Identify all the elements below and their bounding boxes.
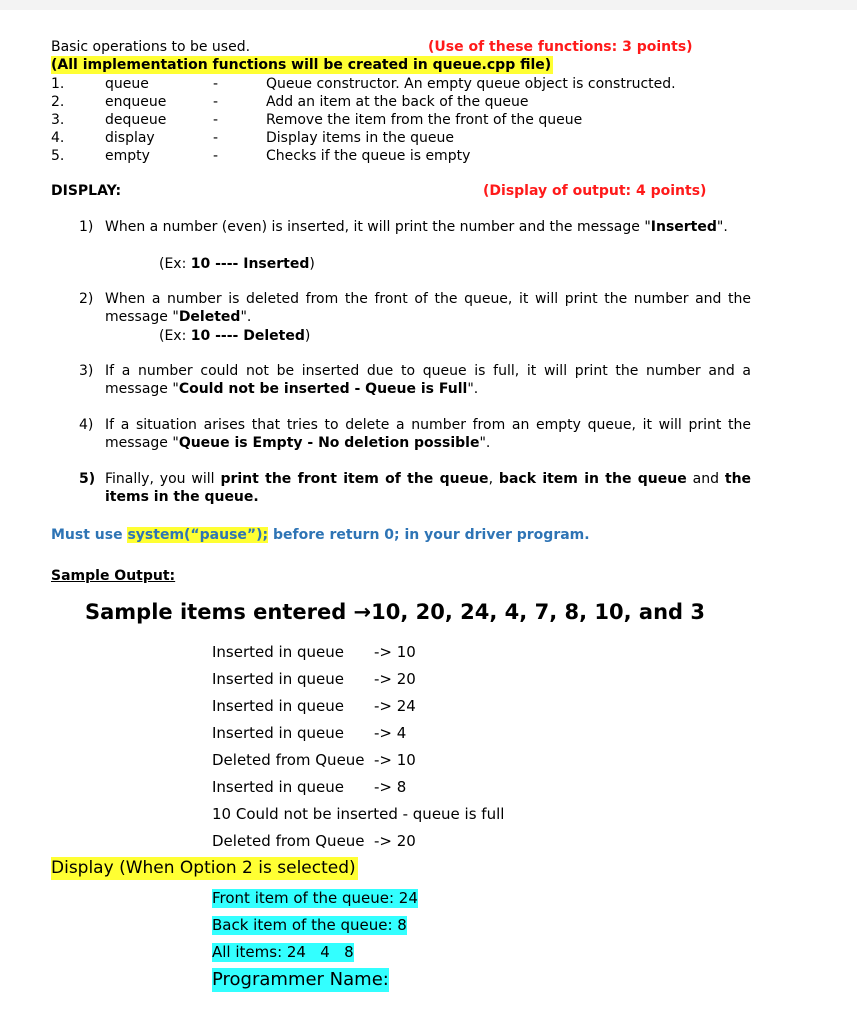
item-text [105,290,751,326]
op-description: Remove the item from the front of the queue [266,112,583,128]
item-text-bold: back item in the queue [498,471,687,487]
operation-row [51,111,731,129]
sample-label: 10 Could not be inserted - queue is full [212,805,505,823]
sample-line [212,670,416,689]
sample-value: -> 10 [374,751,416,769]
operation-row [51,147,731,165]
example-part: (Ex: [159,256,191,272]
back-item-line: Back item of the queue: 8 [212,916,407,934]
sample-value: -> 24 [374,697,416,715]
sample-line [212,778,406,797]
item-number: 3) [79,363,94,379]
item-text-bold: Could not be inserted - Queue is Full [178,381,468,397]
sample-line [212,643,416,662]
op-name: queue [105,76,149,92]
sample-label: Deleted from Queue [212,832,365,850]
op-dash: - [213,112,219,128]
sample-value: -> 8 [374,778,407,796]
item-text [105,470,751,506]
example-part: ) [309,256,315,272]
sample-line [212,724,406,743]
op-dash: - [213,130,219,146]
op-dash: - [213,148,219,164]
op-description: Queue constructor. An empty queue object is constructed. [266,76,676,92]
impl-note: (All implementation functions will be created in queue.cpp file) [51,57,552,73]
sample-line [212,751,416,770]
op-description: Display items in the queue [266,130,454,146]
sample-output-heading: Sample Output: [51,568,176,584]
item-text-bold: print the front item of the queue [220,471,489,487]
op-name: dequeue [105,112,167,128]
item-example [159,327,310,345]
must-use-prefix: Must use [51,527,128,543]
sample-value: -> 4 [374,724,407,742]
sample-label: Inserted in queue [212,724,344,742]
item-text [105,218,751,236]
sample-line [212,805,504,824]
item-text-part: When a number is deleted from the front of the queue, it will print the number and the message " [105,291,751,325]
basic-ops-points: (Use of these functions: 3 points) [428,39,693,55]
operation-row [51,75,731,93]
item-text-part: If a number could not be inserted due to queue is full, it will print the number and a message " [105,363,751,397]
op-number: 5. [51,148,65,164]
must-use-suffix: before return 0; in your driver program. [268,527,590,543]
display-item [79,416,759,454]
op-name: enqueue [105,94,167,110]
page-top-strip [0,0,857,10]
item-text-bold: Queue is Empty - No deletion possible [178,435,480,451]
sample-label: Inserted in queue [212,697,344,715]
op-name: empty [105,148,150,164]
item-text-part: and [686,471,725,487]
operation-row [51,93,731,111]
item-text [105,362,751,398]
must-use-note [51,526,590,544]
op-name: display [105,130,155,146]
sample-label: Inserted in queue [212,643,344,661]
item-text-part: ". [467,381,479,397]
must-use-code: system(“pause”); [127,527,269,543]
op-dash: - [213,76,219,92]
sample-label: Inserted in queue [212,670,344,688]
item-example [159,255,315,273]
sample-value: -> 20 [374,832,416,850]
item-text-part: ". [716,219,728,235]
display-item [79,470,759,508]
display-heading: DISPLAY: [51,183,122,199]
operation-row [51,129,731,147]
example-part: ) [304,328,311,344]
all-items-line: All items: 24 4 8 [212,943,354,961]
sample-label: Inserted in queue [212,778,344,796]
sample-title: Sample items entered →10, 20, 24, 4, 7, 8, 10, and 3 [85,600,705,624]
sample-value: -> 10 [374,643,416,661]
sample-line [212,832,416,851]
sample-line [212,697,416,716]
item-number: 5) [79,471,96,487]
display-item [79,218,759,274]
op-dash: - [213,94,219,110]
item-text-part: If a situation arises that tries to delete a number from an empty queue, it will print the message " [105,417,751,451]
item-text-bold: Inserted [650,219,717,235]
item-text-part: ". [240,309,252,325]
display-points: (Display of output: 4 points) [483,183,707,199]
item-number: 4) [79,417,94,433]
display-item [79,362,759,400]
example-part: (Ex: [159,328,191,344]
programmer-name-line: Programmer Name: [212,969,389,990]
example-bold: 10 ---- Inserted [190,256,310,272]
item-text [105,416,751,452]
basic-ops-heading: Basic operations to be used. [51,39,251,55]
item-text-part: ". [479,435,491,451]
op-number: 1. [51,76,65,92]
op-number: 3. [51,112,65,128]
item-text-part: Finally, you will [105,471,221,487]
op-number: 4. [51,130,65,146]
display-item [79,290,759,346]
item-number: 2) [79,291,94,307]
item-text-bold: the items in the queue. [105,471,752,505]
op-description: Add an item at the back of the queue [266,94,529,110]
item-text-bold: Deleted [178,309,241,325]
op-description: Checks if the queue is empty [266,148,471,164]
item-number: 1) [79,219,94,235]
item-text-part: , [488,471,499,487]
display-option-heading: Display (When Option 2 is selected) [51,858,356,878]
example-bold: 10 ---- Deleted [190,328,305,344]
item-text-part: When a number (even) is inserted, it will print the number and the message " [105,219,651,235]
op-number: 2. [51,94,65,110]
sample-label: Deleted from Queue [212,751,365,769]
front-item-line: Front item of the queue: 24 [212,889,418,907]
sample-value: -> 20 [374,670,416,688]
